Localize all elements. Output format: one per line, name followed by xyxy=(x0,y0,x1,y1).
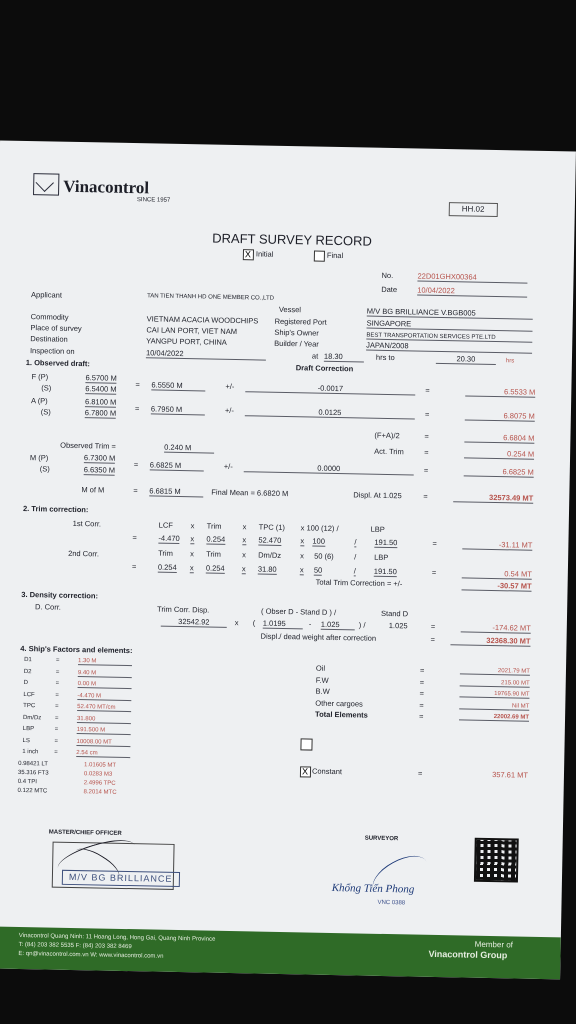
master-label: MASTER/CHIEF OFFICER xyxy=(48,829,122,837)
density-formula: ( Obser D - Stand D ) / xyxy=(260,606,337,618)
factor-key: LS xyxy=(22,737,30,744)
total-trim-label: Total Trim Correction = +/- xyxy=(315,577,403,589)
applicant-value: TAN TIEN THANH HD ONE MEMBER CO.,LTD xyxy=(147,293,275,302)
factor-key: Dm/Dz xyxy=(22,714,42,721)
eq-sign: = xyxy=(133,486,138,496)
fp-value: 6.5700 M xyxy=(85,373,117,383)
conversion-value: 1.01605 MT xyxy=(84,762,117,769)
fa2-value: 6.6804 M xyxy=(464,433,534,443)
trim-corr-disp-label: Trim Corr. Disp. xyxy=(156,604,210,615)
hrs-label: hrs xyxy=(505,358,515,365)
element-key: Other cargoes xyxy=(315,698,363,709)
pm-sign: +/- xyxy=(223,461,233,471)
place-value: CAI LAN PORT, VIET NAM xyxy=(146,325,238,337)
displ-after-correction-label: Displ./ dead weight after correction xyxy=(260,631,377,643)
aft-result: 6.8075 M xyxy=(465,411,535,421)
midship-mean: 6.6825 M xyxy=(150,461,204,471)
trim-formula-value: x xyxy=(241,564,246,574)
conversion-value: 2.4996 TPC xyxy=(83,780,116,787)
displacement-label: Displ. At 1.025 xyxy=(353,490,402,501)
factor-key: D xyxy=(23,680,29,687)
eq-sign: = xyxy=(424,409,430,419)
eq-sign: = xyxy=(423,465,429,475)
footer-phone: T: (84) 203 382 5535 F: (84) 203 382 8469 xyxy=(18,941,132,951)
trim-formula-value: x xyxy=(189,563,194,573)
builder-label: Builder / Year xyxy=(274,338,319,349)
midship-result: 6.6825 M xyxy=(464,467,534,477)
element-value: Nil MT xyxy=(459,702,529,710)
no-label: No. xyxy=(381,270,394,281)
x-sign: x xyxy=(234,618,239,628)
act-trim-value: 0.254 M xyxy=(464,449,534,459)
eq-sign: = xyxy=(55,669,60,676)
date-label: Date xyxy=(381,284,398,295)
ms-value: 6.6350 M xyxy=(83,465,116,475)
eq-sign: = xyxy=(135,380,140,390)
document-sheet: Vinacontrol SINCE 1957 HH.02 DRAFT SURVEY RECORD X Initial Final No. 22D01GHX00364 Date 10/04/2022 Applicant TAN TIEN THANH HD ONE MEMBER CO.,LTD Commodity VIETNAM ACACIA WOODCHIPS Place of survey CAI LAN PORT, VIET NAM Destination YANGPU PORT, CHINA Inspection on 10/04/2022 Vessel M/V BG BRILLIANCE V.BGB005 Registered Port SINGAPORE Ship's Owner BEST TRANSPORTATION SERVICES PTE.LTD Builder / Year JAPAN/2008 at 18.30 hrs to 20.30 hrs 1. Observed draft: Draft Correction F (P) 6.5700 M (S) 6.5400 M = 6.5550 M +/- -0.0017 = 6.5533 M A (P) 6.8100 M (S) 6.7800 M = 6.7950 M +/- 0.0125 = 6.8075 M (F+A)/2 = 6.6804 M Observed Trim = 0.240 M Act. Trim = 0.254 M M (P) 6.7300 M (S) 6.6350 M = 6.6825 M +/- 0.0000 = 6.6825 M M of M = 6.6815 M Final Mean = 6.6820 M Displ. At 1.025 = 32573.49 MT 2. Trim correction: 1st Corr. LCF x Trim x TPC (1) x 100 (12) / LBP -4.470 x 0.254 x 52.470 x 100 / 191.50 = = -31.11 MT 2nd Corr. Trim x Trim x Dm/Dz x 50 (6) / LBP 0.254 x 0.254 x 31.80 x 50 / 191.50 = = 0.54 MT Total Trim Correction = +/- -30.57 MT 3. Density correction: D. Corr. Trim Corr. Disp. 32542.92 x ( Obser D - Stand D ) / Stand D ( 1.0195 - 1.025 ) / 1.025 = -174.62 MT Displ./ dead weight after correction = 32368.30 MT 4. Ship's Factors and elements: D1 = 1.30 M D2 = 9.40 M D = 0.00 M LCF = -4.470 M TPC = 52.470 MT/cm Dm/Dz = 31.800 LBP = 191.500 M LS = 10008.00 MT 1 inch = 2.54 cm 0.98421 LT 1.01605 MT 35.316 FT3 0.0283 M3 0.4 TPI 2.4996 TPC 0.122 MTC 8.2014 MTC Oil = 2021.79 MT F.W = 215.00 MT B.W = 19765.90 MT Other cargoes = Nil MT Total Elements = 22002.69 MT X Constant = 357.61 MT MASTER/CHIEF OFFICER M/V BG BRILLIANCE SURVEYOR Khổng Tiến Phong VNC 0388 Vinacontrol Quang Ninh: 11 Hoang Long, Hong Gai, Quang Ninh Province T: (84) 203 382 5535 F: (84) 203 382 8469 E: qn@vinacontrol.com.vn W: www.vinacontrol.com.vn Member of Vinacontrol Group xyxy=(0,140,576,979)
qr-code-icon[interactable] xyxy=(474,838,519,883)
eq-sign: = xyxy=(430,621,436,631)
factor-key: D2 xyxy=(23,668,32,675)
inspection-value: 10/04/2022 xyxy=(146,349,266,360)
destination-label: Destination xyxy=(30,334,68,344)
place-label: Place of survey xyxy=(30,323,82,334)
trim-formula-header: 50 (6) xyxy=(314,551,334,561)
at-label: at xyxy=(311,351,319,361)
pm-sign: +/- xyxy=(225,381,235,392)
aft-mean: 6.7950 M xyxy=(151,405,205,415)
trim-formula-value: 0.254 xyxy=(206,534,226,544)
total-trim-value: -30.57 MT xyxy=(462,581,532,591)
trim-formula-header: x xyxy=(242,550,246,560)
final-mean: Final Mean = 6.6820 M xyxy=(211,487,289,499)
factor-key: 1 inch xyxy=(22,749,39,756)
form-code: HH.02 xyxy=(449,202,498,217)
trim-formula-value: x xyxy=(299,565,304,575)
trim-formula-header: x 100 (12) / xyxy=(300,523,339,534)
trim-formula-header: Trim xyxy=(206,549,221,559)
factor-key: LCF xyxy=(23,691,35,698)
factor-value: 191.500 M xyxy=(77,727,131,735)
eq-sign: = xyxy=(423,491,428,501)
trim-formula-value: -4.470 xyxy=(158,533,180,543)
fp-label: F (P) xyxy=(31,372,49,382)
displ-after-correction-value: 32368.30 MT xyxy=(450,636,530,646)
eq-sign: = xyxy=(56,657,60,664)
surveyor-name: Khổng Tiến Phong xyxy=(331,881,415,896)
eq-sign: = xyxy=(133,460,139,470)
record-date: 10/04/2022 xyxy=(417,287,527,298)
trim-formula-value: / xyxy=(354,537,357,547)
draft-correction-heading: Draft Correction xyxy=(295,363,354,374)
trim-formula-header: TPC (1) xyxy=(258,522,286,533)
conversion-value: 0.0283 M3 xyxy=(83,771,113,778)
factor-value: 2.54 cm xyxy=(76,750,130,758)
end-time: 20.30 xyxy=(436,355,496,365)
as-label: (S) xyxy=(40,407,51,417)
density-correction-heading: 3. Density correction: xyxy=(21,589,99,601)
eq-sign: = xyxy=(419,700,424,710)
eq-sign: = xyxy=(54,726,59,733)
dcorr-label: D. Corr. xyxy=(35,602,62,612)
eq-sign: = xyxy=(431,567,437,577)
conversion-unit: 0.98421 LT xyxy=(18,760,49,768)
act-trim-label: Act. Trim xyxy=(374,446,404,457)
eq-sign: = xyxy=(424,447,429,457)
eq-sign: = xyxy=(432,538,437,548)
factor-value: 52.470 MT/cm xyxy=(77,704,131,712)
eq-sign: = xyxy=(131,562,137,572)
element-key: Total Elements xyxy=(315,709,368,720)
trim-formula-value: 0.254 xyxy=(157,562,177,572)
vessel-stamp-text: M/V BG BRILLIANCE xyxy=(62,870,180,887)
trim-formula-header: LBP xyxy=(370,524,385,534)
aft-correction: 0.0125 xyxy=(245,407,415,419)
trim-formula-header: Dm/Dz xyxy=(258,550,282,560)
surveyor-signature-icon xyxy=(366,848,434,904)
eq-sign: = xyxy=(54,715,59,722)
applicant-label: Applicant xyxy=(31,290,63,300)
trim-formula-header: x xyxy=(300,551,304,561)
first-correction-result: -31.11 MT xyxy=(462,540,532,550)
constant-value: 357.61 MT xyxy=(492,770,529,780)
hrs-to-label: hrs to xyxy=(375,352,395,363)
trim-formula-value: 31.80 xyxy=(257,564,277,574)
forward-correction: -0.0017 xyxy=(245,383,415,395)
element-key: B.W xyxy=(315,686,330,696)
factor-key: LBP xyxy=(22,726,35,733)
trim-correction-heading: 2. Trim correction: xyxy=(22,503,89,515)
footer-bar xyxy=(0,926,561,979)
fs-label: (S) xyxy=(41,383,52,393)
eq-sign: = xyxy=(419,688,424,698)
builder-value: JAPAN/2008 xyxy=(366,342,532,354)
eq-sign: = xyxy=(417,768,423,778)
owner-value: BEST TRANSPORTATION SERVICES PTE.LTD xyxy=(366,333,532,343)
ships-factors-heading: 4. Ship's Factors and elements: xyxy=(20,643,133,656)
mean-of-means: 6.6815 M xyxy=(149,487,203,497)
trim-formula-header: x xyxy=(242,522,247,532)
density-correction-result: -174.62 MT xyxy=(461,623,531,633)
element-value: 22002.69 MT xyxy=(459,713,529,721)
blank-checkbox[interactable] xyxy=(300,738,312,750)
observed-draft-heading: 1. Observed draft: xyxy=(25,358,91,369)
eq-sign: = xyxy=(55,680,60,687)
mp-label: M (P) xyxy=(29,453,49,463)
standard-density-divisor: 1.025 xyxy=(388,621,408,631)
company-name: Vinacontrol xyxy=(63,176,150,198)
stand-d-label: Stand D xyxy=(380,608,409,619)
eq-sign: = xyxy=(419,677,425,687)
conversion-unit: 0.4 TPI xyxy=(17,778,38,786)
eq-sign: = xyxy=(134,404,140,414)
first-correction-label: 1st Corr. xyxy=(72,518,102,529)
factor-value: 1.30 M xyxy=(78,658,132,666)
factor-value: 9.40 M xyxy=(78,670,132,678)
eq-sign: = xyxy=(419,665,425,675)
factor-key: TPC xyxy=(23,703,36,710)
eq-sign: = xyxy=(54,749,58,756)
trim-formula-value: / xyxy=(353,566,357,576)
group-label: Vinacontrol Group xyxy=(428,948,508,961)
since-label: SINCE 1957 xyxy=(136,197,171,204)
displacement-value: 32573.49 MT xyxy=(453,493,533,503)
eq-sign: = xyxy=(425,385,430,395)
commodity-value: VIETNAM ACACIA WOODCHIPS xyxy=(146,314,259,326)
second-correction-label: 2nd Corr. xyxy=(68,548,100,559)
inspection-label: Inspection on xyxy=(29,346,75,356)
eq-sign: = xyxy=(55,692,59,699)
ap-label: A (P) xyxy=(30,396,48,406)
constant-checkbox[interactable] xyxy=(300,766,311,777)
second-correction-result: 0.54 MT xyxy=(462,569,532,579)
ms-label: (S) xyxy=(39,464,50,474)
initial-checkbox[interactable] xyxy=(243,249,254,260)
factor-value: 10008.00 MT xyxy=(76,739,130,747)
trim-formula-header: x xyxy=(190,521,195,531)
trim-formula-header: Trim xyxy=(158,548,173,558)
trim-formula-header: LBP xyxy=(374,552,389,563)
observed-density: 1.0195 xyxy=(263,620,303,629)
eq-sign: = xyxy=(54,738,59,745)
registered-port-label: Registered Port xyxy=(274,316,327,327)
trim-formula-header: LCF xyxy=(158,520,173,530)
observed-trim-label: Observed Trim = xyxy=(60,440,116,451)
forward-mean: 6.5550 M xyxy=(151,381,205,391)
constant-label: Constant xyxy=(311,766,343,777)
factor-key: D1 xyxy=(24,657,32,664)
standard-density: 1.025 xyxy=(321,621,355,630)
element-value: 19765.90 MT xyxy=(459,690,529,698)
footer-email: E: qn@vinacontrol.com.vn W: www.vinacontrol.com.vn xyxy=(18,950,164,960)
final-checkbox[interactable] xyxy=(314,251,325,262)
vessel-label: Vessel xyxy=(278,304,302,315)
surveyor-label: SURVEYOR xyxy=(364,835,399,843)
vessel-value: M/V BG BRILLIANCE V.BGB005 xyxy=(367,308,533,320)
conversion-unit: 35.316 FT3 xyxy=(17,769,49,777)
conversion-value: 8.2014 MTC xyxy=(83,789,117,796)
trim-formula-value: 52.470 xyxy=(258,535,282,545)
initial-label: Initial xyxy=(255,249,274,259)
conversion-unit: 0.122 MTC xyxy=(17,787,48,795)
trim-formula-value: x xyxy=(300,536,305,546)
midship-correction: 0.0000 xyxy=(244,463,414,475)
trim-formula-value: x xyxy=(190,534,195,544)
page-title: DRAFT SURVEY RECORD xyxy=(212,230,372,249)
start-time: 18.30 xyxy=(324,353,364,362)
fa2-label: (F+A)/2 xyxy=(374,430,400,441)
trim-formula-value: x xyxy=(242,535,247,545)
trim-formula-value: 0.254 xyxy=(205,563,225,573)
eq-sign: = xyxy=(430,634,436,644)
footer-address: Vinacontrol Quang Ninh: 11 Hoang Long, Hong Gai, Quang Ninh Province xyxy=(18,932,216,943)
trim-formula-value: 100 xyxy=(312,536,326,546)
trim-corr-disp-value: 32542.92 xyxy=(161,618,227,628)
factor-value: -4.470 M xyxy=(77,693,131,701)
mom-label: M of M xyxy=(81,485,105,495)
factor-value: 31.800 xyxy=(77,716,131,724)
vinacontrol-logo-icon xyxy=(33,173,59,195)
eq-sign: = xyxy=(132,533,137,543)
destination-value: YANGPU PORT, CHINA xyxy=(146,336,227,347)
surveyor-code: VNC 0388 xyxy=(377,899,406,907)
owner-label: Ship's Owner xyxy=(274,327,319,338)
element-key: Oil xyxy=(315,663,326,673)
record-number: 22D01GHX00364 xyxy=(417,273,527,284)
trim-formula-header: / xyxy=(354,552,357,562)
trim-formula-header: x xyxy=(190,549,194,559)
pm-sign: +/- xyxy=(224,405,234,416)
trim-formula-header: Trim xyxy=(206,521,222,531)
element-value: 2021.79 MT xyxy=(460,667,530,675)
element-key: F.W xyxy=(315,675,329,685)
final-label: Final xyxy=(326,250,344,261)
eq-sign: = xyxy=(418,711,424,721)
forward-result: 6.5533 M xyxy=(465,387,535,397)
member-label: Member of xyxy=(474,939,514,950)
as-value: 6.7800 M xyxy=(84,408,117,418)
commodity-label: Commodity xyxy=(30,312,69,322)
factor-value: 0.00 M xyxy=(78,681,132,689)
trim-formula-value: 191.50 xyxy=(374,537,398,548)
mp-value: 6.7300 M xyxy=(83,453,116,463)
fs-value: 6.5400 M xyxy=(85,384,117,394)
eq-sign: = xyxy=(424,431,429,441)
eq-sign: = xyxy=(55,703,59,710)
element-value: 215.00 MT xyxy=(460,679,530,687)
trim-formula-value: 191.50 xyxy=(373,566,397,577)
ap-value: 6.8100 M xyxy=(84,397,117,407)
registered-port-value: SINGAPORE xyxy=(367,320,533,332)
observed-trim-value: 0.240 M xyxy=(164,444,214,453)
trim-formula-value: 50 xyxy=(313,565,323,575)
